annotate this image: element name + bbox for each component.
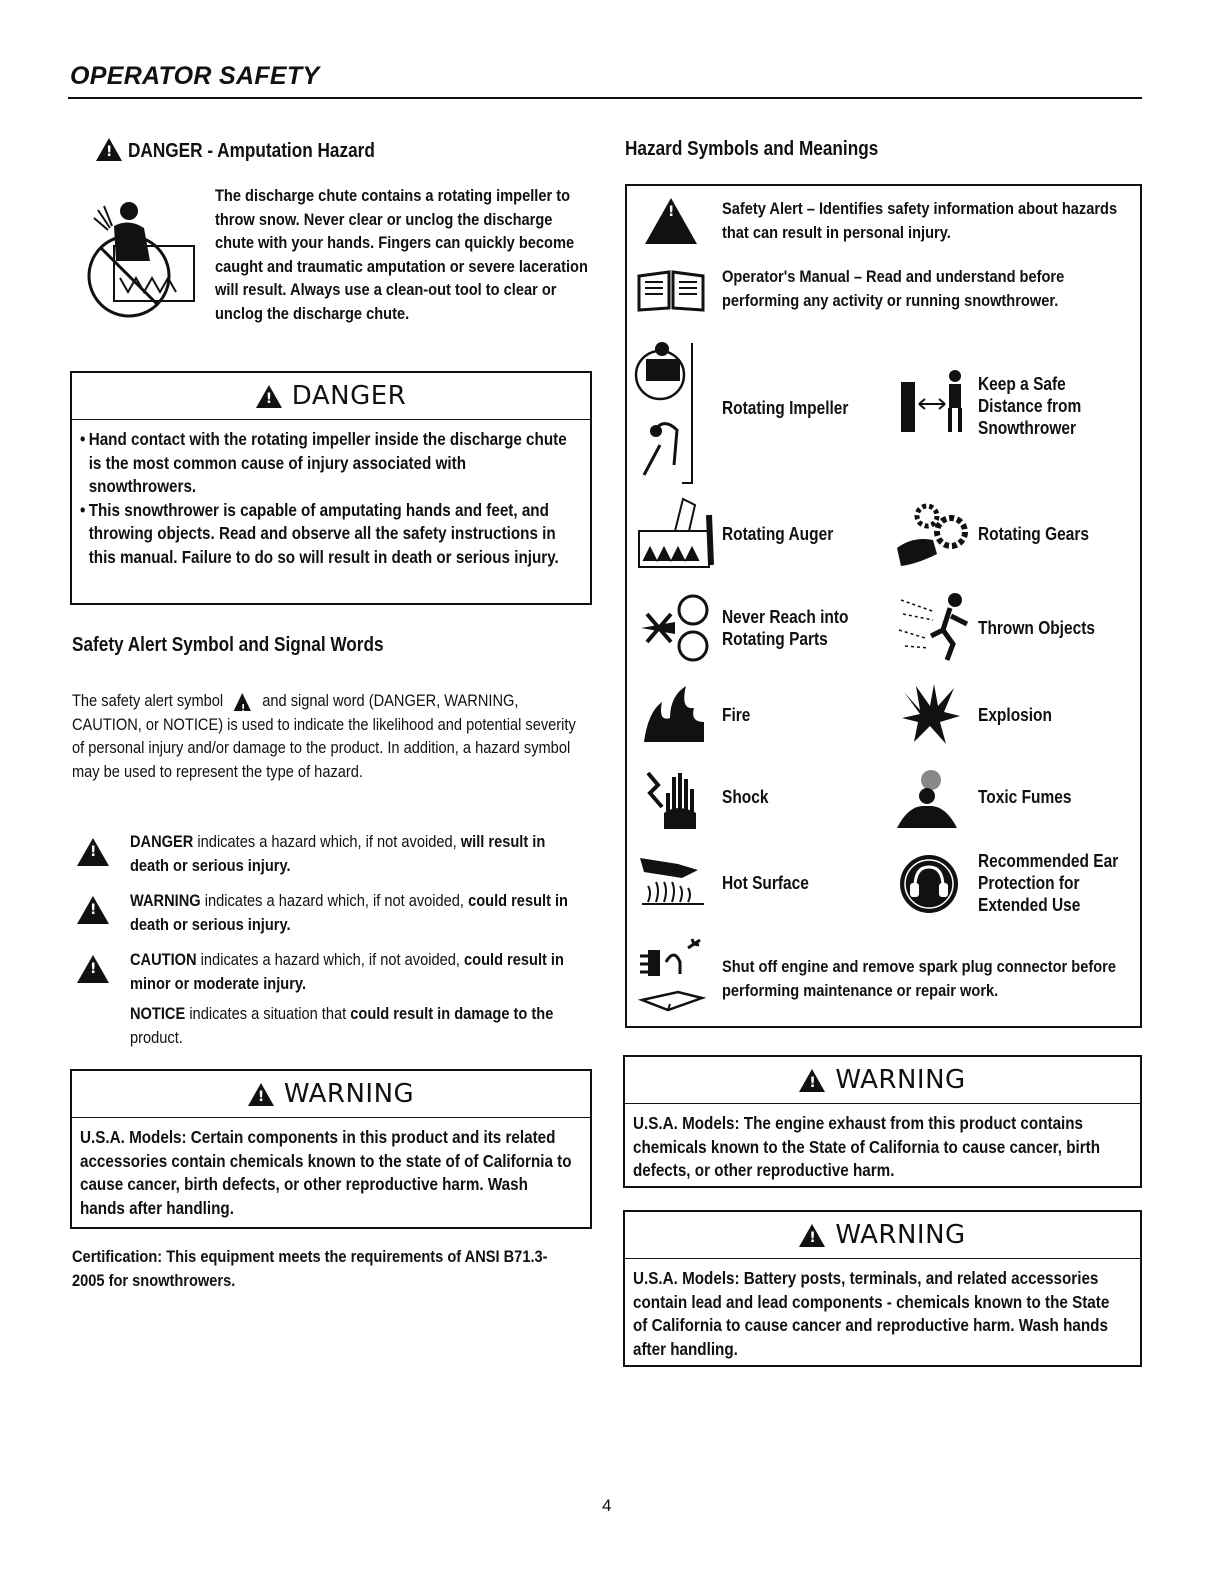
- signal-danger: DANGER indicates a hazard which, if not avoided, will result in death or serious injury.: [130, 832, 546, 875]
- hazard-shock: Shock: [722, 787, 769, 807]
- signal-words-intro: The safety alert symbol ! and signal word (DANGER, WARNING, CAUTION, or NOTICE) is used to indicate the likelihood and potential severity of personal injury and/or damage to the product. In addition, a hazard symbol may be used to represent the type of hazard.: [72, 689, 588, 783]
- warning-left-alert-icon: [248, 1083, 274, 1106]
- caution-level-icon: [77, 955, 109, 983]
- amputation-text: The discharge chute contains a rotating impeller to throw snow. Never clear or unclog the discharge chute with your hands. Fingers can quickly become caught and traumatic amputation or severe laceration will result. Always use a clean-out tool to clear or unclog the discharge chute.: [215, 186, 588, 323]
- warning-exhaust-alert-icon: [799, 1069, 825, 1092]
- danger-level-icon: [77, 838, 109, 866]
- hazard-impeller: Rotating Impeller: [722, 398, 849, 418]
- hazard-explosion: Explosion: [978, 705, 1052, 725]
- warning-battery-title: WARNING: [835, 1220, 966, 1250]
- warning-left-text: U.S.A. Models: Certain components in this product and its related accessories contain chemicals known to the state of of California to cause cancer, birth defects, or other reproductive harm. Wash hands after handling.: [80, 1127, 572, 1218]
- amputation-heading: DANGER - Amputation Hazard: [128, 140, 375, 162]
- warning-exhaust-header: [625, 1057, 1140, 1104]
- rotating-impeller-icon: [632, 335, 712, 490]
- hazard-never-reach: Never Reach into Rotating Parts: [722, 607, 849, 649]
- warning-box-exhaust: [623, 1055, 1142, 1188]
- warning-left-title: WARNING: [283, 1079, 415, 1109]
- warning-exhaust-title: WARNING: [835, 1065, 966, 1095]
- toxic-fumes-icon: [895, 766, 959, 835]
- signal-caution: CAUTION indicates a hazard which, if not avoided, could result in minor or moderate injury.: [130, 950, 564, 993]
- warning-battery-text: U.S.A. Models: Battery posts, terminals, and related accessories contain lead and lead components - chemicals known to the State of California to cause cancer and reproductive harm. Wash hands after handling.: [633, 1268, 1110, 1359]
- hot-surface-icon: [638, 852, 708, 911]
- danger-bullet-1: • Hand contact with the rotating impeller inside the discharge chute is the most common cause of injury associated with snowthrowers.: [80, 428, 576, 499]
- hazard-hot: Hot Surface: [722, 873, 809, 893]
- inline-alert-icon: [234, 693, 251, 711]
- thrown-objects-icon: [895, 590, 975, 667]
- title-rule: [68, 97, 1142, 99]
- hazard-shutoff: Shut off engine and remove spark plug connector before performing maintenance or repair work.: [722, 957, 1116, 1000]
- hazard-symbols-heading: Hazard Symbols and Meanings: [625, 138, 879, 160]
- amputation-hazard-icon: [84, 196, 204, 326]
- signal-words-heading: Safety Alert Symbol and Signal Words: [72, 634, 384, 656]
- signal-notice: NOTICE indicates a situation that could result in damage to the product.: [130, 1004, 554, 1047]
- warning-left-header: [72, 1071, 590, 1118]
- manual-book-icon: [635, 268, 707, 317]
- warning-battery-header: [625, 1212, 1140, 1259]
- rotating-auger-icon: [635, 495, 715, 580]
- warning-battery-alert-icon: [799, 1224, 825, 1247]
- hazard-gears: Rotating Gears: [978, 524, 1089, 544]
- explosion-icon: [900, 682, 962, 753]
- hazard-toxic: Toxic Fumes: [978, 787, 1072, 807]
- fire-icon: [640, 682, 708, 749]
- amputation-alert-icon: [96, 138, 122, 161]
- hazard-safety-alert: Safety Alert – Identifies safety information about hazards that can result in personal injury.: [722, 199, 1118, 242]
- shut-off-engine-icon: [638, 938, 710, 1023]
- safety-alert-icon: [645, 198, 697, 244]
- hazard-fire: Fire: [722, 705, 751, 725]
- hazard-auger: Rotating Auger: [722, 524, 834, 544]
- warning-level-icon: [77, 896, 109, 924]
- hazard-ear: Recommended Ear Protection for Extended Use: [978, 851, 1119, 915]
- danger-box-title: DANGER: [291, 381, 407, 411]
- warning-box-left: [70, 1069, 592, 1229]
- danger-box: [70, 371, 592, 605]
- hazard-thrown: Thrown Objects: [978, 618, 1095, 638]
- never-reach-icon: [637, 592, 713, 671]
- safe-distance-icon: [897, 370, 967, 440]
- certification: Certification: This equipment meets the requirements of ANSI B71.3-2005 for snowthrowers.: [72, 1247, 548, 1290]
- signal-warning: WARNING indicates a hazard which, if not avoided, could result in death or serious injury.: [130, 891, 568, 934]
- page-number: 4: [602, 1496, 612, 1515]
- hazard-manual: Operator's Manual – Read and understand before performing any activity or running snowthrower.: [722, 267, 1065, 310]
- danger-alert-icon: [256, 385, 282, 408]
- shock-icon: [642, 763, 698, 836]
- ear-protection-icon: [898, 853, 960, 920]
- hazard-safe-distance: Keep a Safe Distance from Snowthrower: [978, 374, 1082, 438]
- warning-box-battery: [623, 1210, 1142, 1367]
- danger-bullet-2: • This snowthrower is capable of amputating hands and feet, and throwing objects. Read and observe all the safety instructions in this manual. Failure to do so will result in death or serious injury.: [80, 499, 576, 570]
- page-title: OPERATOR SAFETY: [70, 62, 320, 90]
- warning-exhaust-text: U.S.A. Models: The engine exhaust from this product contains chemicals known to the State of California to cause cancer, birth defects, or other reproductive harm.: [633, 1113, 1101, 1180]
- danger-box-header: [72, 373, 590, 420]
- rotating-gears-icon: [893, 498, 973, 575]
